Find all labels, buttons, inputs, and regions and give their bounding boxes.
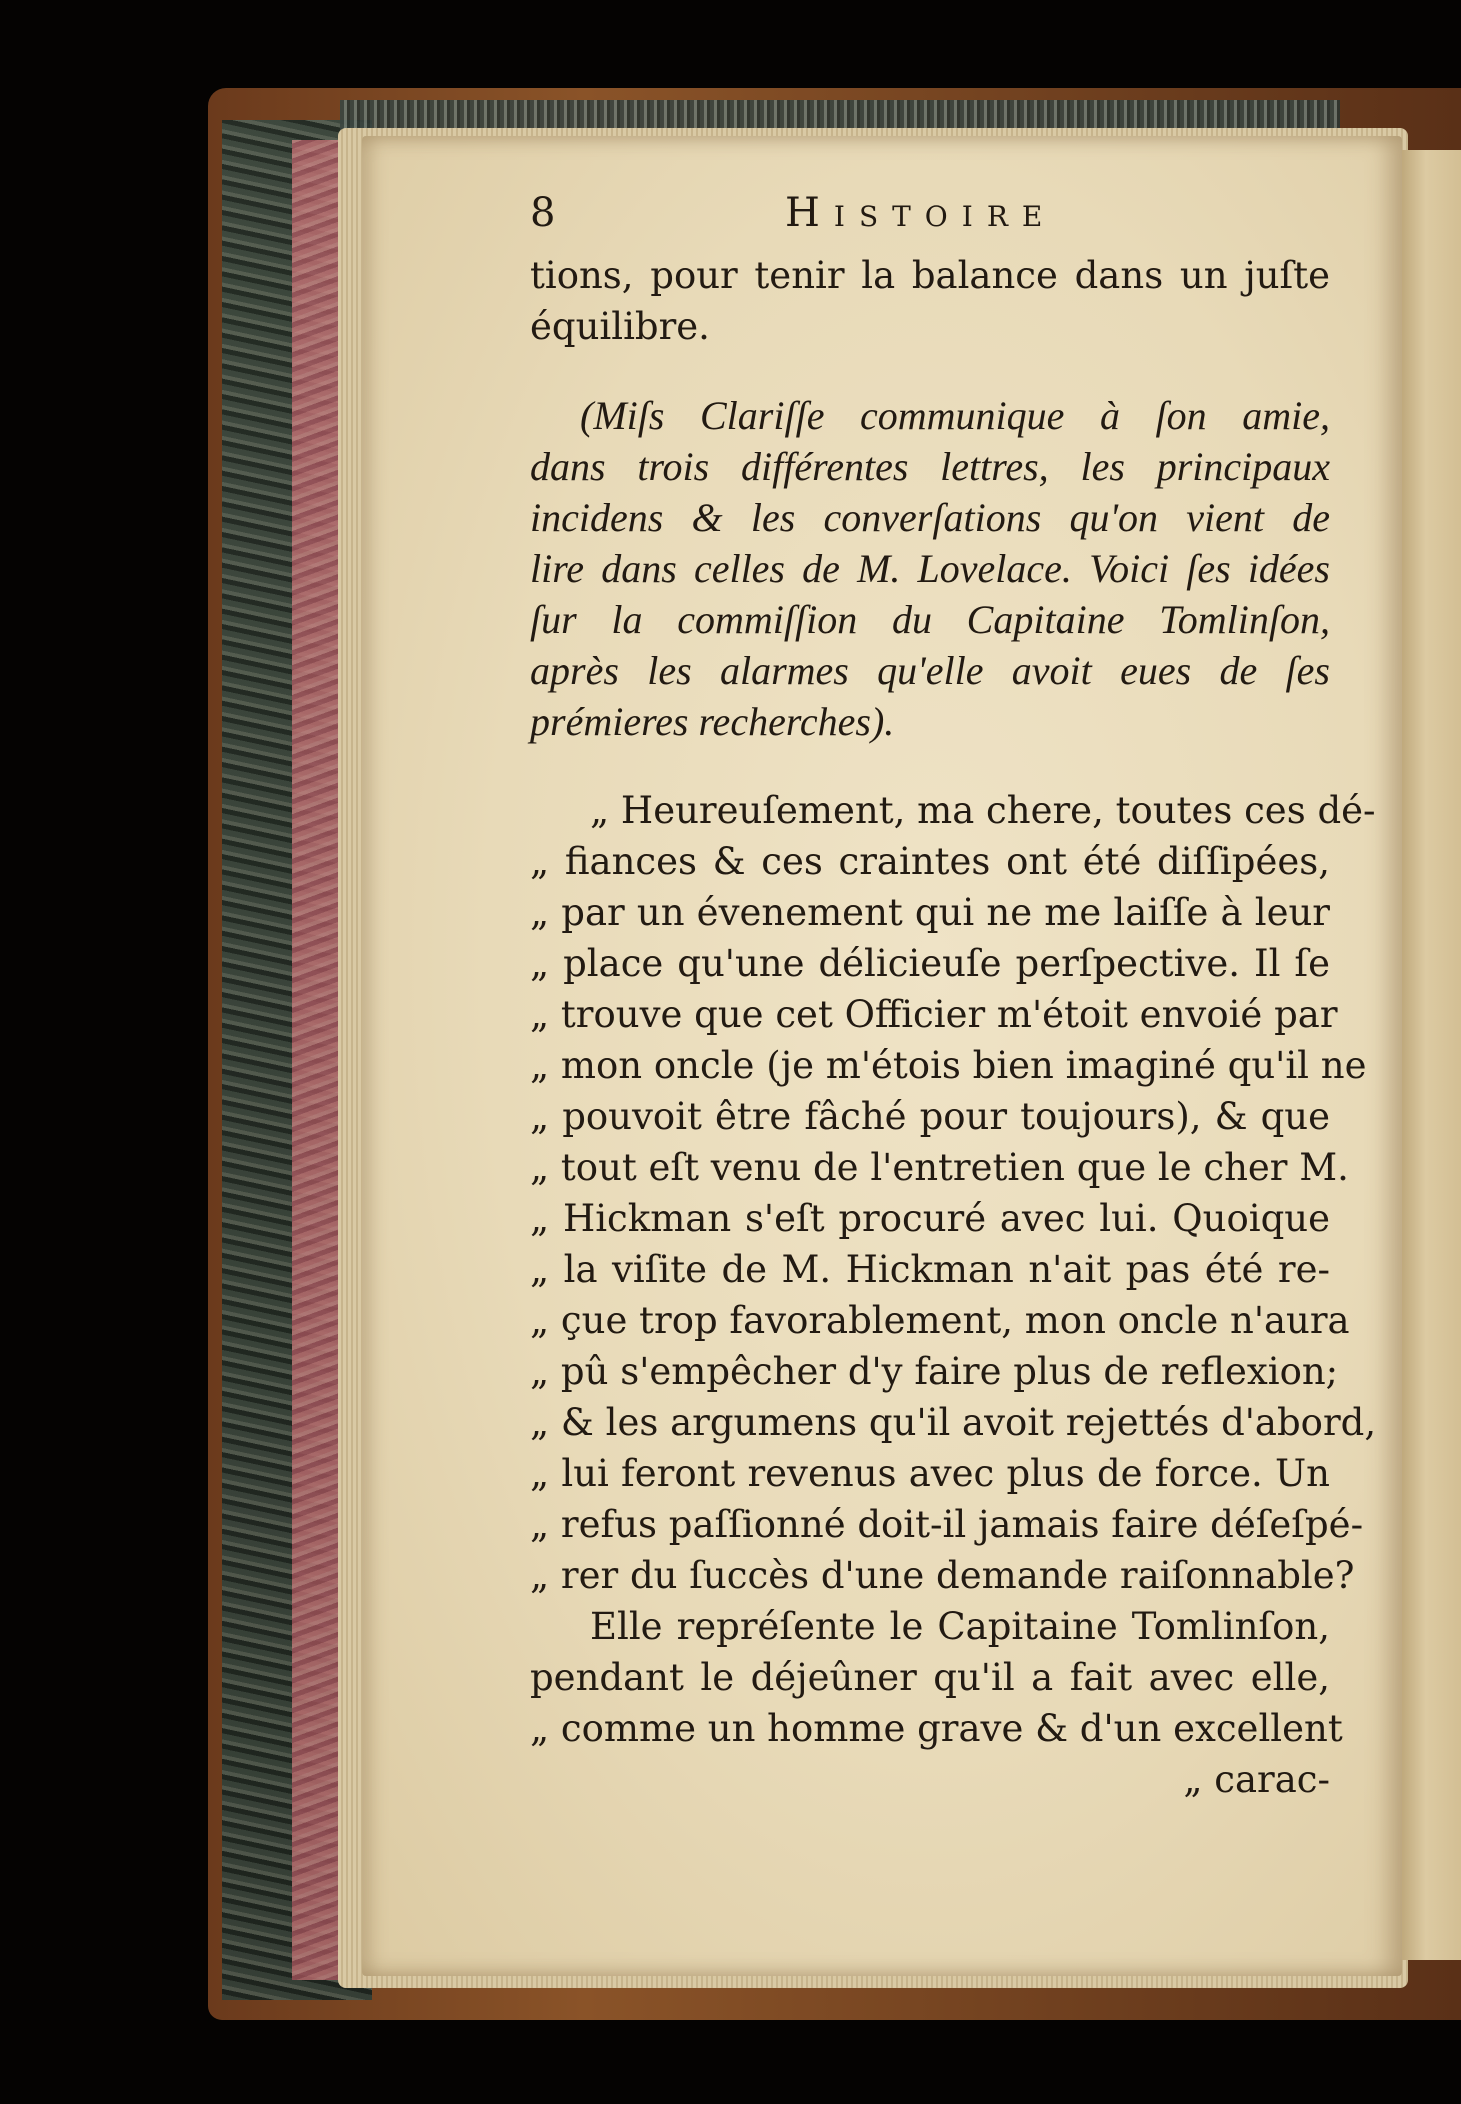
paragraph-2-summary (530, 390, 1330, 747)
text-line: „ comme un homme grave & d'un excellent (530, 1707, 1343, 1750)
text-line: „ place qu'une délicieuſe perſpective. Il ſe (530, 942, 1330, 985)
paragraph-gap (530, 747, 1330, 785)
running-head (530, 180, 1330, 250)
text-line: „ mon oncle (je m'étois bien imaginé qu'il ne (530, 1044, 1367, 1087)
page-number: 8 (530, 190, 558, 236)
text-line: dans trois différentes lettres, les principaux (530, 444, 1330, 489)
text-line: „ & les argumens qu'il avoit rejettés d'abord, (530, 1401, 1377, 1444)
text-line: prémieres recherches). (530, 699, 895, 744)
text-line: „ tout eſt venu de l'entretien que le cher M. (530, 1146, 1349, 1189)
text-line: ſur la commiſſion du Capitaine Tomlinſon, (530, 597, 1330, 642)
text-line: „ refus paſſionné doit-il jamais faire déſeſpé- (530, 1503, 1364, 1546)
text-line: „ trouve que cet Officier m'étoit envoié par (530, 993, 1338, 1036)
text-line: „ la viſite de M. Hickman n'ait pas été re- (530, 1248, 1330, 1291)
text-line: équilibre. (530, 305, 710, 348)
text-line: Elle repréſente le Capitaine Tomlinſon, (590, 1605, 1330, 1648)
text-line: pendant le déjeûner qu'il a fait avec elle, (530, 1656, 1330, 1699)
text-line: „ Hickman s'eſt procuré avec lui. Quoique (530, 1197, 1330, 1240)
facing-page (1402, 150, 1461, 1960)
text-line: „ fiances & ces craintes ont été diſſipées, (530, 840, 1330, 883)
text-line: „ rer du ſuccès d'une demande raiſonnable? (530, 1554, 1355, 1597)
paragraph-3-letter (530, 785, 1377, 1601)
text-line: „ pû s'empêcher d'y faire plus de reflexion; (530, 1350, 1339, 1393)
text-line: lire dans celles de M. Lovelace. Voici ſes idées (530, 546, 1330, 591)
text-line: incidens & les converſations qu'on vient de (530, 495, 1330, 540)
paragraph-4 (530, 1601, 1343, 1754)
text-line: tions, pour tenir la balance dans un juſte (530, 254, 1330, 297)
text-line: après les alarmes qu'elle avoit eues de ſes (530, 648, 1330, 693)
text-line: „ Heureuſement, ma chere, toutes ces dé- (590, 789, 1376, 832)
text-line: „ par un évenement qui ne me laiſſe à leur (530, 891, 1330, 934)
page-text (530, 180, 1377, 1805)
text-line: „ lui feront revenus avec plus de force. Un (530, 1452, 1330, 1495)
catchword: „ carac- (1183, 1758, 1330, 1801)
text-line: (Miſs Clariſſe communique à ſon amie, (580, 393, 1330, 438)
running-title: Histoire (785, 190, 1057, 236)
text-line: „ pouvoit être fâché pour toujours), & que (530, 1095, 1330, 1138)
paragraph-1 (530, 250, 1330, 352)
text-line: „ çue trop favorablement, mon oncle n'aura (530, 1299, 1350, 1342)
paragraph-gap (530, 352, 1330, 390)
